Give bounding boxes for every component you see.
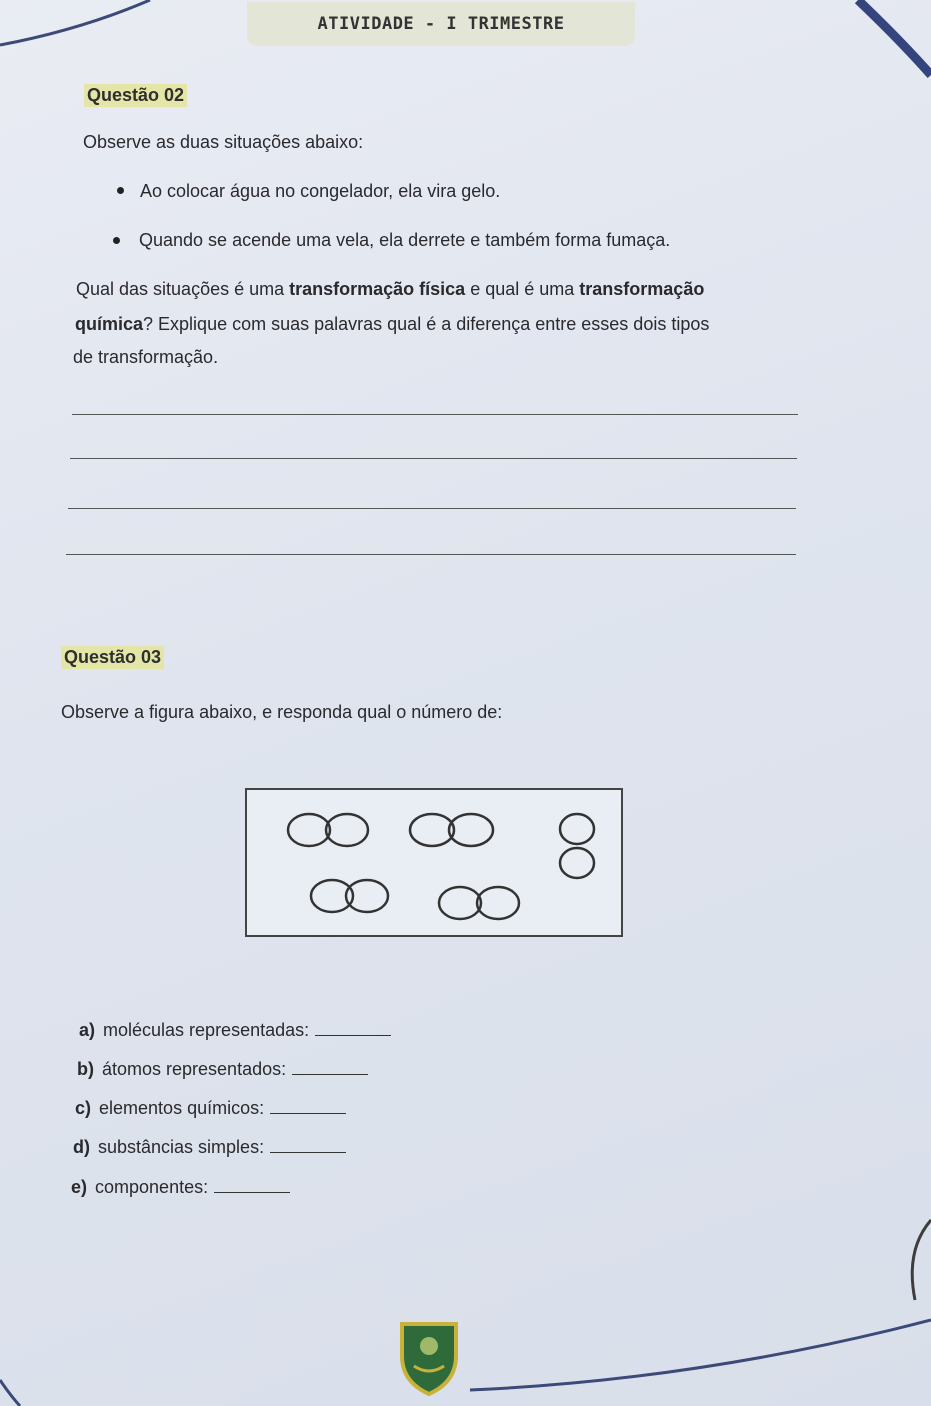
answer-line[interactable] xyxy=(72,414,798,415)
molecule-2 xyxy=(410,814,493,846)
item-letter: b) xyxy=(77,1059,94,1079)
situation-1: Ao colocar água no congelador, ela vira gelo. xyxy=(140,181,501,201)
header-banner xyxy=(247,2,635,46)
question-02-intro: Observe as duas situações abaixo: xyxy=(83,132,364,152)
item-b xyxy=(77,1059,368,1080)
atom-circle xyxy=(288,814,330,846)
answer-blank[interactable] xyxy=(270,1138,346,1153)
atom-circle xyxy=(326,814,368,846)
answer-line[interactable] xyxy=(70,458,797,459)
answer-blank[interactable] xyxy=(270,1099,346,1114)
answer-blank[interactable] xyxy=(292,1060,368,1075)
atom-circle xyxy=(410,814,454,846)
item-letter: d) xyxy=(73,1137,90,1157)
item-letter: e) xyxy=(71,1177,88,1197)
item-a xyxy=(79,1020,391,1041)
answer-blank[interactable] xyxy=(214,1178,290,1193)
item-e xyxy=(71,1177,290,1198)
question-03-label: Questão 03 xyxy=(61,646,164,669)
item-d xyxy=(73,1137,346,1158)
question-02-line-2 xyxy=(75,313,709,335)
question-text: Qual das situações é uma xyxy=(76,279,290,299)
molecule-diagram xyxy=(247,790,621,935)
atom-circle xyxy=(477,887,519,919)
item-letter: c) xyxy=(75,1098,92,1118)
item-text: componentes: xyxy=(95,1177,209,1197)
molecule-1 xyxy=(288,814,368,846)
question-bold-term: transformação física xyxy=(289,279,466,299)
school-shield-logo-icon xyxy=(398,1318,460,1396)
item-text: moléculas representadas: xyxy=(103,1020,310,1040)
molecule-4 xyxy=(311,880,388,912)
item-text: substâncias simples: xyxy=(98,1137,265,1157)
bullet-icon xyxy=(117,187,124,194)
molecule-5 xyxy=(439,887,519,919)
item-letter: a) xyxy=(79,1020,96,1040)
atom-circle xyxy=(560,814,594,844)
item-text: elementos químicos: xyxy=(99,1098,265,1118)
question-02-label: Questão 02 xyxy=(84,84,187,107)
question-02-line-3: de transformação. xyxy=(73,347,219,367)
question-02-line-1 xyxy=(76,278,704,300)
page-title: ATIVIDADE - I TRIMESTRE xyxy=(317,14,565,34)
item-text: átomos representados: xyxy=(102,1059,287,1079)
answer-blank[interactable] xyxy=(315,1021,391,1036)
bullet-icon xyxy=(113,237,120,244)
molecule-3 xyxy=(560,814,594,878)
atom-circle xyxy=(439,887,481,919)
answer-line[interactable] xyxy=(68,508,796,509)
item-c xyxy=(75,1098,346,1119)
situation-2: Quando se acende uma vela, ela derrete e também forma fumaça. xyxy=(139,230,671,250)
atom-circle xyxy=(560,848,594,878)
question-03-intro: Observe a figura abaixo, e responda qual o número de: xyxy=(61,702,503,722)
question-bold-term: transformação xyxy=(579,279,705,299)
atom-circle xyxy=(449,814,493,846)
question-text: e qual é uma xyxy=(465,279,580,299)
question-bold-term: química xyxy=(75,314,144,334)
molecule-figure xyxy=(245,788,623,937)
question-text: ? Explique com suas palavras qual é a diferença entre esses dois tipos xyxy=(143,314,710,334)
answer-line[interactable] xyxy=(66,554,796,555)
